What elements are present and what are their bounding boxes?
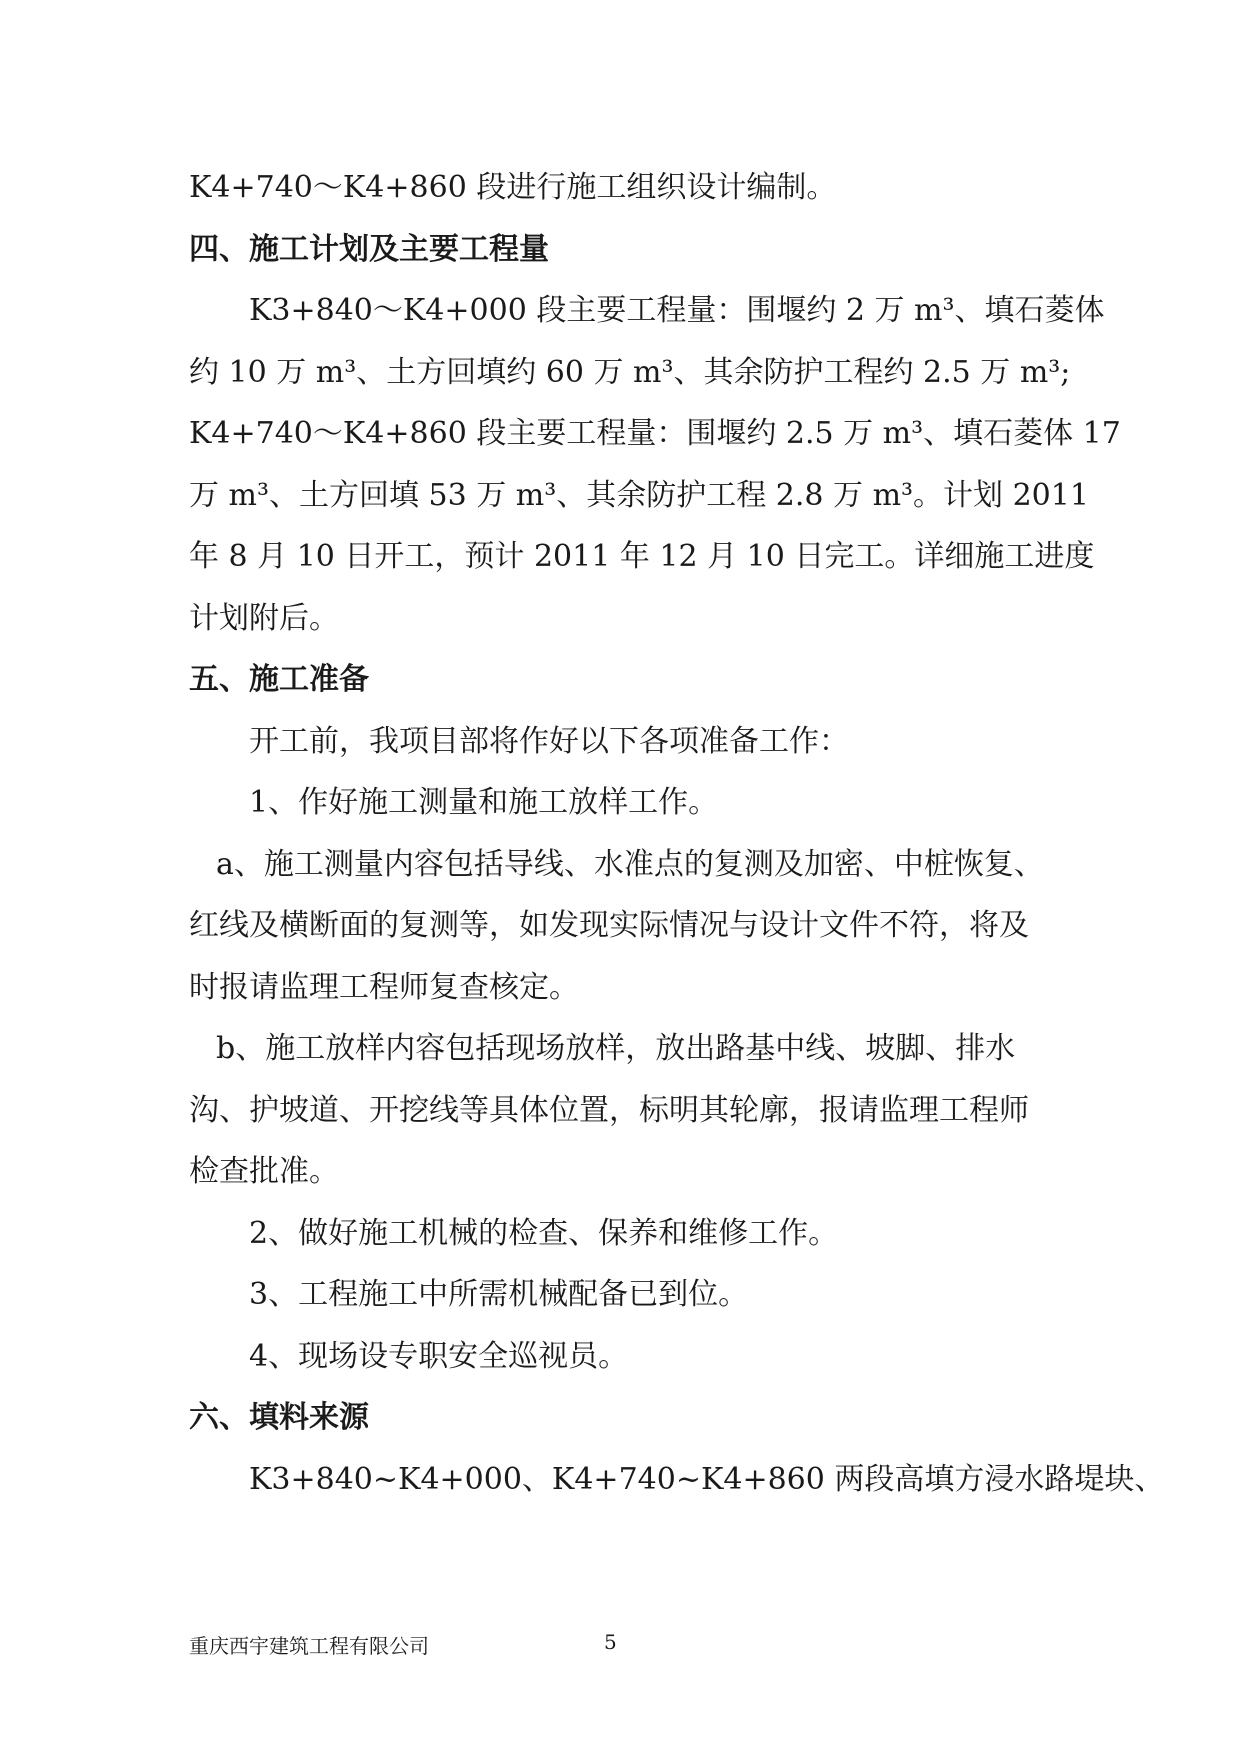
sub-item: b、施工放样内容包括现场放样，放出路基中线、坡脚、排水 bbox=[216, 1031, 1016, 1066]
page-number: 5 bbox=[604, 1630, 617, 1654]
sub-item: a、施工测量内容包括导线、水准点的复测及加密、中桩恢复、 bbox=[216, 846, 1044, 882]
list-item: 1、作好施工测量和施工放样工作。 bbox=[249, 785, 719, 820]
section-heading-5: 五、施工准备 bbox=[189, 662, 369, 697]
body-line: 红线及横断面的复测等，如发现实际情况与设计文件不符，将及 bbox=[189, 908, 1029, 943]
footer-company: 重庆西宇建筑工程有限公司 bbox=[189, 1634, 429, 1658]
list-item: 3、工程施工中所需机械配备已到位。 bbox=[249, 1277, 749, 1312]
body-line: 计划附后。 bbox=[189, 600, 339, 636]
body-line: 开工前，我项目部将作好以下各项准备工作： bbox=[249, 723, 849, 759]
body-line: K4+740～K4+860 段主要工程量：围堰约 2.5 万 m³、填石菱体 17 bbox=[189, 416, 1121, 451]
body-line: 时报请监理工程师复查核定。 bbox=[189, 969, 579, 1005]
body-line: K3+840~K4+000、K4+740~K4+860 两段高填方浸水路堤块、 bbox=[249, 1461, 1165, 1497]
body-line: K3+840～K4+000 段主要工程量：围堰约 2 万 m³、填石菱体 bbox=[249, 293, 1105, 328]
body-line: 检查批准。 bbox=[189, 1154, 339, 1189]
body-line: K4+740～K4+860 段进行施工组织设计编制。 bbox=[189, 170, 837, 205]
section-heading-4: 四、施工计划及主要工程量 bbox=[189, 231, 549, 267]
list-item: 4、现场设专职安全巡视员。 bbox=[249, 1338, 629, 1374]
body-line: 沟、护坡道、开挖线等具体位置，标明其轮廓，报请监理工程师 bbox=[189, 1092, 1029, 1128]
list-item: 2、做好施工机械的检查、保养和维修工作。 bbox=[249, 1215, 839, 1251]
document-body bbox=[189, 157, 1165, 1510]
body-line: 约 10 万 m³、土方回填约 60 万 m³、其余防护工程约 2.5 万 m³; bbox=[189, 354, 1071, 390]
body-line: 万 m³、土方回填 53 万 m³、其余防护工程 2.8 万 m³。计划 2011 bbox=[189, 477, 1089, 513]
section-heading-6: 六、填料来源 bbox=[189, 1400, 369, 1435]
body-line: 年 8 月 10 日开工，预计 2011 年 12 月 10 日完工。详细施工进度 bbox=[189, 539, 1095, 574]
